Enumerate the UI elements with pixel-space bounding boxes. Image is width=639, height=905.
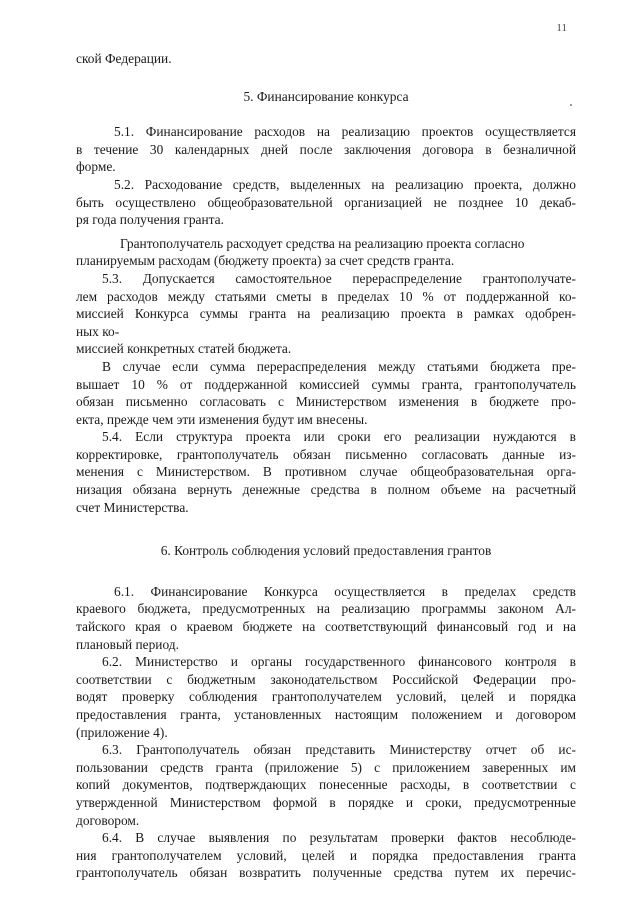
text-line: 6.1. Финансирование Конкурса осуществляется в пределах средств [114,583,576,599]
text-line: миссией Конкурса суммы гранта на реализацию проекта в рамках одобрен- [76,306,576,322]
paragraph-6-3 [76,741,576,829]
text-line: (приложение 4). [76,724,168,740]
text-line: лем расходов между статьями сметы в пределах 10 % от поддержанной ко- [76,288,576,304]
paragraph-5-2 [76,176,576,229]
text-line: Грантополучатель расходует средства на реализацию проекта согласно [120,235,525,251]
text-line: менения с Министерством. В противном случае общеобразовательная орга- [76,464,576,480]
text-line: водят проверку соблюдения грантополучателем условий, целей и порядка [76,689,576,705]
text-line: 5.3. Допускается самостоятельное перераспределение грантополучате- [102,270,576,286]
text-line: счет Министерства. [76,499,189,515]
text-line: 5.1. Финансирование расходов на реализацию проектов осуществляется [114,124,576,140]
paragraph-6-4 [76,829,576,882]
text-line: ния грантополучателем условий, целей и порядка предоставления гранта [76,847,576,863]
text-line: миссией конкретных статей бюджета. [76,341,292,357]
page-number: 11 [556,22,567,34]
paragraph-6-1 [76,583,576,653]
text-line: утвержденной Министерством формой в порядке и сроки, предусмотренные [76,794,576,810]
paragraph-5-3 [76,270,576,358]
paragraph-6-2 [76,653,576,741]
text-line: краевого бюджета, предусмотренных на реализацию программы законом Ал- [76,601,576,617]
text-line: обязан письменно согласовать с Министерством изменения в бюджете про- [76,394,576,410]
text-line: копий документов, подтверждающих понесенные расходы, в соответствии с [76,777,576,793]
text-line: пользовании средств гранта (приложение 5) с приложением заверенных им [76,759,576,775]
paragraph-5-4 [76,428,576,516]
text-line: грантополучатель обязан возвратить полученные средства путем их перечис- [76,865,576,881]
text-line: вышает 10 % от поддержанной комиссией суммы гранта, грантополучатель [76,376,576,392]
text-line: плановый период. [76,636,179,652]
paragraph-5-1 [76,123,576,176]
text-line: 6.3. Грантополучатель обязан представить Министерству отчет об ис- [102,742,576,758]
section-5-heading: 5. Финансирование конкурса [243,88,409,104]
text-line: форме. [76,159,116,175]
text-line: тайского края о краевом бюджете на соответствующий финансовый год и на [76,619,576,635]
text-line: быть осуществлено общеобразовательной организацией не позднее 10 декаб- [76,194,576,210]
text-line: ской Федерации. [76,51,172,66]
text-line: 5.4. Если структура проекта или сроки его реализации нуждаются в [102,429,576,445]
text-line: договором. [76,812,140,828]
text-line: 5.2. Расходование средств, выделенных на реализацию проекта, должно [114,176,576,192]
text-line: 6.4. В случае выявления по результатам проверки фактов несоблюде- [102,830,576,846]
document-body [76,50,576,882]
text-line: планируемым расходам (бюджету проекта) за счет средств гранта. [76,253,455,269]
text-line: екта, прежде чем эти изменения будут им внесены. [76,411,368,427]
text-line: В случае если сумма перераспределения между статьями бюджета пре- [102,358,576,374]
text-line: предоставления гранта, установленных настоящим положением и договором [76,707,576,722]
text-line: 6.2. Министерство и органы государственного финансового контроля в [102,654,576,670]
text-line: соответствии с бюджетным законодательством Российской Федерации про- [76,671,576,687]
text-line: ря года получения гранта. [76,212,224,228]
text-line: в течение 30 календарных дней после заключения договора в безналичной [76,141,576,157]
text-line: ных ко- [76,323,120,339]
section-6-heading: 6. Контроль соблюдения условий предоставления грантов [160,543,492,559]
text-line: корректировке, грантополучатель обязан письменно согласовать данные из- [76,446,576,462]
paragraph-5-3-excess [76,358,576,428]
text-line: низация обязана вернуть денежные средства в полном объеме на расчетный [76,482,576,498]
paragraph-5-2-budget [76,235,576,270]
